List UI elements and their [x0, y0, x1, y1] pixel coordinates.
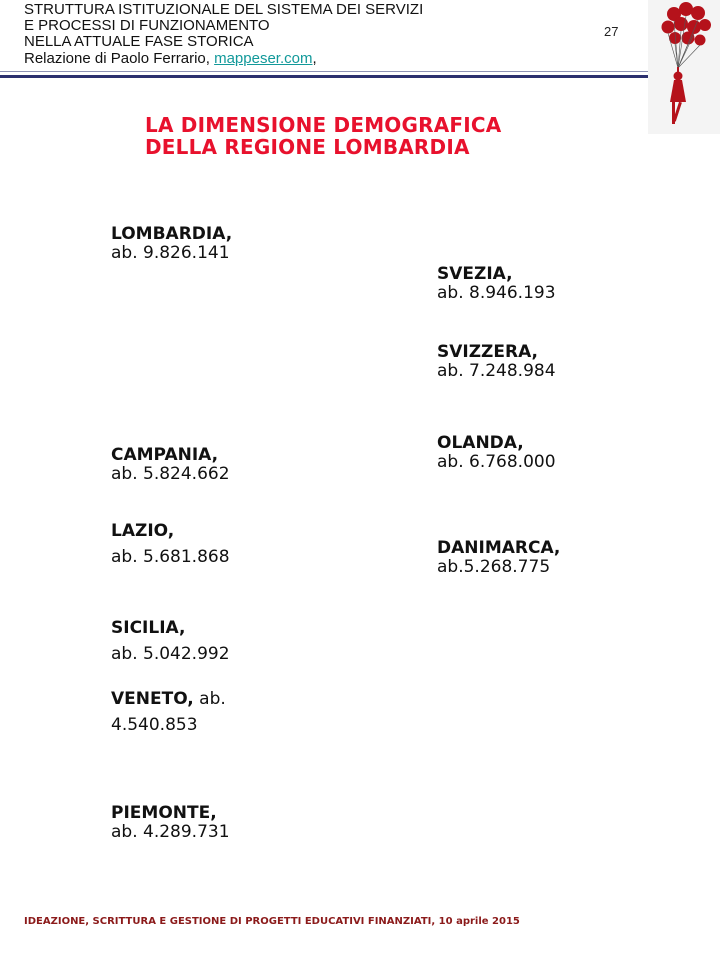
- country-danimarca: [437, 539, 560, 577]
- header-rule-thin: [0, 71, 650, 72]
- region-lombardia: [111, 225, 232, 263]
- region-name: CAMPANIA,: [111, 445, 219, 465]
- region-name: LOMBARDIA,: [111, 224, 233, 244]
- title-line-2: DELLA REGIONE LOMBARDIA: [145, 135, 470, 159]
- country-population: ab. 7.248.984: [437, 361, 556, 381]
- country-name: OLANDA,: [437, 433, 524, 453]
- header-rule: [0, 75, 650, 78]
- region-population: ab. 9.826.141: [111, 243, 230, 263]
- country-olanda: [437, 434, 556, 472]
- region-population-prefix: ab.: [193, 689, 226, 709]
- region-campania: [111, 446, 230, 484]
- country-svizzera: [437, 343, 556, 381]
- slide-title: [145, 114, 501, 158]
- balloon-girl-icon: [648, 0, 720, 134]
- region-population: ab. 5.042.992: [111, 644, 230, 664]
- title-line-1: LA DIMENSIONE DEMOGRAFICA: [145, 113, 502, 137]
- region-sicilia: [111, 615, 230, 667]
- header-line-1: STRUTTURA ISTITUZIONALE DEL SISTEMA DEI SERVIZI: [24, 1, 424, 18]
- region-name: LAZIO,: [111, 521, 175, 541]
- author-line: [24, 51, 624, 67]
- country-name: SVIZZERA,: [437, 342, 539, 362]
- header: [24, 2, 624, 67]
- country-population: ab. 8.946.193: [437, 283, 556, 303]
- header-line-3: NELLA ATTUALE FASE STORICA: [24, 33, 254, 50]
- country-population: ab. 6.768.000: [437, 452, 556, 472]
- region-population: ab. 4.289.731: [111, 822, 230, 842]
- balloon-girl-illustration: [648, 0, 720, 134]
- region-name: SICILIA,: [111, 618, 186, 638]
- region-population: ab. 5.681.868: [111, 547, 230, 567]
- footer: IDEAZIONE, SCRITTURA E GESTIONE DI PROGETTI EDUCATIVI FINANZIATI, 10 aprile 2015: [24, 916, 520, 927]
- country-name: DANIMARCA,: [437, 538, 561, 558]
- author-suffix: ,: [312, 50, 317, 67]
- region-piemonte: [111, 804, 230, 842]
- header-line-2: E PROCESSI DI FUNZIONAMENTO: [24, 17, 270, 34]
- mappeser-link[interactable]: mappeser.com: [214, 50, 313, 67]
- region-name-line: [111, 686, 226, 712]
- region-veneto: [111, 686, 226, 738]
- country-population: ab.5.268.775: [437, 557, 551, 577]
- country-svezia: [437, 265, 556, 303]
- region-lazio: [111, 518, 230, 570]
- region-name: VENETO,: [111, 689, 194, 709]
- region-population: ab. 5.824.662: [111, 464, 230, 484]
- page-number: 27: [604, 24, 619, 39]
- author-prefix: Relazione di Paolo Ferrario,: [24, 50, 215, 67]
- country-name: SVEZIA,: [437, 264, 513, 284]
- region-population: 4.540.853: [111, 715, 198, 735]
- region-name: PIEMONTE,: [111, 803, 217, 823]
